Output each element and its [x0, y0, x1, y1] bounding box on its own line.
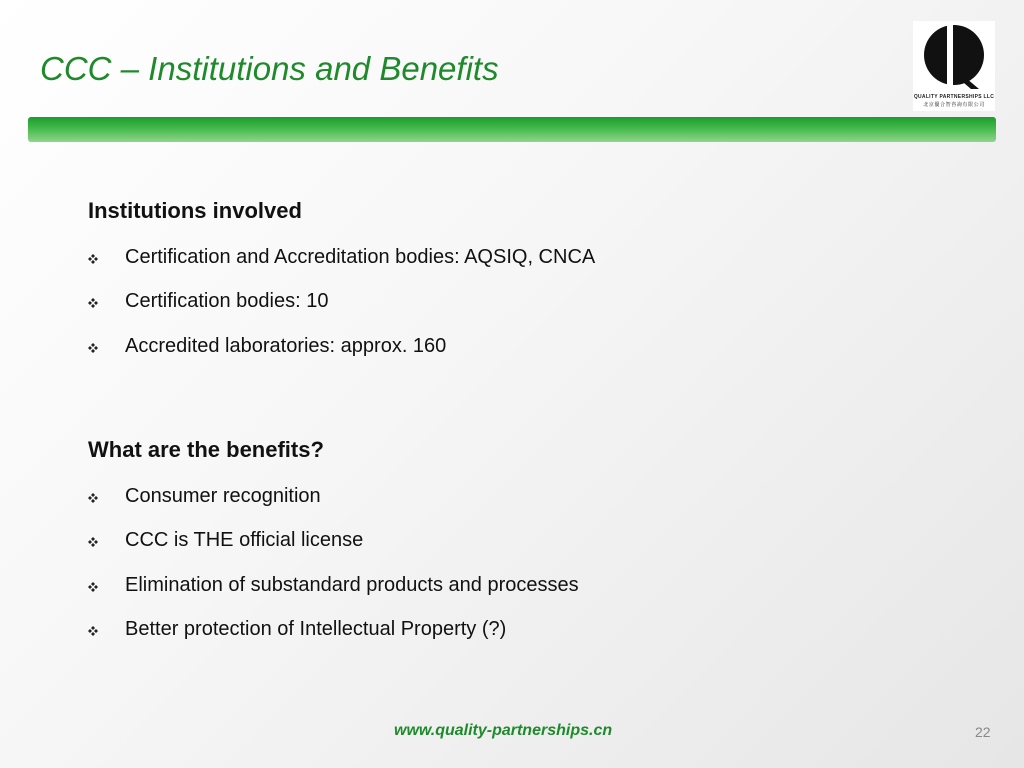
bullet-text: Certification and Accreditation bodies: AQSIQ, CNCA	[125, 246, 596, 268]
bullet-text: Consumer recognition	[125, 485, 321, 507]
bullet-diamond-icon	[88, 493, 98, 503]
logo-text-cn: 北京優合智咨詢有限公司	[923, 102, 985, 108]
section-heading-benefits: What are the benefits?	[88, 437, 324, 462]
bullet-diamond-icon	[88, 343, 98, 353]
bullet-diamond-icon	[88, 254, 98, 264]
bullet-text: CCC is THE official license	[125, 529, 364, 551]
bullet-diamond-icon	[88, 582, 98, 592]
bullet-text: Accredited laboratories: approx. 160	[125, 335, 447, 357]
logo-text-en: QUALITY PARTNERSHIPS LLC	[913, 94, 995, 100]
bullet-diamond-icon	[88, 626, 98, 636]
bullet-diamond-icon	[88, 298, 98, 308]
title-divider-bar	[28, 117, 996, 142]
bullet-text: Elimination of substandard products and processes	[125, 574, 579, 596]
bullet-text: Certification bodies: 10	[125, 290, 329, 312]
slide-title: CCC – Institutions and Benefits	[40, 50, 499, 87]
company-logo	[913, 21, 995, 111]
footer-url-link[interactable]: www.quality-partnerships.cn	[394, 722, 613, 739]
bullet-diamond-icon	[88, 537, 98, 547]
page-number: 22	[975, 724, 991, 740]
bullet-text: Better protection of Intellectual Property (?)	[125, 618, 507, 640]
section-heading-institutions: Institutions involved	[88, 198, 302, 223]
logo-q-icon	[913, 21, 995, 93]
